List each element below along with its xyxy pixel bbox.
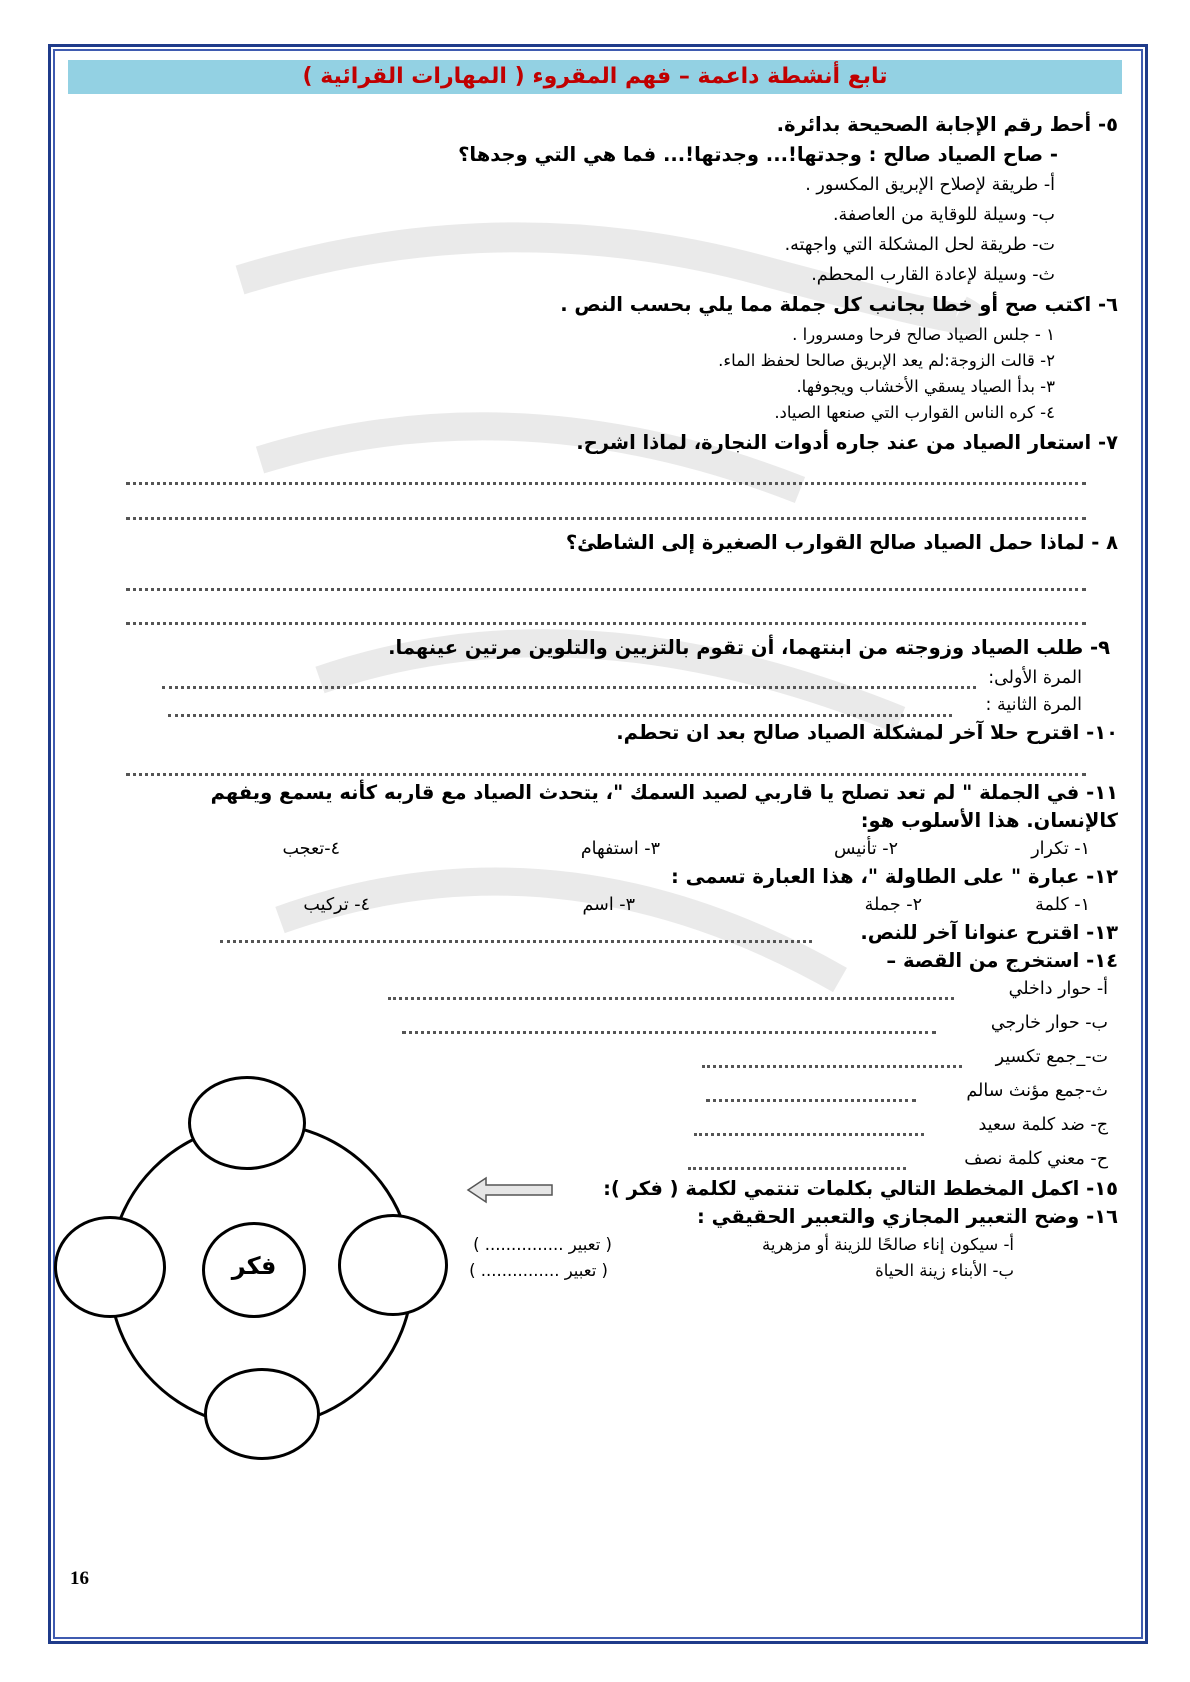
- arrow-left-icon: [466, 1176, 554, 1204]
- mindmap-node-left[interactable]: [54, 1216, 166, 1318]
- question-11-option-3[interactable]: ٣- استفهام: [580, 839, 660, 859]
- question-5-option-b[interactable]: ب- وسيلة للوقاية من العاصفة.: [832, 205, 1055, 225]
- answer-line[interactable]: [694, 1133, 924, 1136]
- answer-line[interactable]: [702, 1065, 962, 1068]
- question-12-option-3[interactable]: ٣- اسم: [582, 895, 635, 915]
- question-13-heading: ١٣- اقترح عنوانا آخر للنص.: [860, 921, 1118, 944]
- mindmap-node-bottom[interactable]: [204, 1368, 320, 1460]
- answer-line[interactable]: [126, 482, 1086, 485]
- answer-line[interactable]: [126, 517, 1086, 520]
- question-6-item-1: ١ - جلس الصياد صالح فرحا ومسرورا .: [792, 325, 1055, 344]
- question-6-heading: ٦- اكتب صح أو خطا بجانب كل جملة مما يلي بحسب النص .: [560, 293, 1118, 316]
- page-number: 16: [70, 1568, 89, 1589]
- question-16-heading: ١٦- وضح التعبير المجازي والتعبير الحقيقي :: [697, 1205, 1118, 1228]
- page-title: تابع أنشطة داعمة – فهم المقروء ( المهارات القرائية ): [68, 60, 1122, 94]
- answer-line[interactable]: [162, 686, 976, 689]
- question-5-option-c[interactable]: ت- طريقة لحل المشكلة التي واجهته.: [784, 235, 1055, 255]
- question-10-heading: ١٠- اقترح حلا آخر لمشكلة الصياد صالح بعد ان تحطم.: [616, 721, 1118, 744]
- mindmap-node-top[interactable]: [188, 1076, 306, 1170]
- question-11-option-2[interactable]: ٢- تأنيس: [834, 839, 898, 859]
- question-5-option-d[interactable]: ث- وسيلة لإعادة القارب المحطم.: [811, 265, 1055, 285]
- question-14-item-a: أ- حوار داخلي: [1008, 979, 1108, 999]
- question-12-heading: ١٢- عبارة " على الطاولة "، هذا العبارة تسمى :: [671, 865, 1118, 888]
- question-9-second-label: المرة الثانية :: [985, 695, 1082, 715]
- question-12-option-1[interactable]: ١- كلمة: [1035, 895, 1090, 915]
- question-6-item-2: ٢- قالت الزوجة:لم يعد الإبريق صالحا لحفظ الماء.: [718, 351, 1055, 370]
- question-7-heading: ٧- استعار الصياد من عند جاره أدوات النجارة، لماذا اشرح.: [576, 431, 1118, 454]
- answer-line[interactable]: [220, 940, 812, 943]
- question-14-heading: ١٤- استخرج من القصة –: [886, 949, 1118, 972]
- mindmap-center-label: فكر: [231, 1252, 277, 1280]
- answer-line[interactable]: [126, 773, 1086, 776]
- question-14-item-f: ح- معني كلمة نصف: [964, 1149, 1108, 1169]
- question-9-heading: ٩- طلب الصياد وزوجته من ابنتهما، أن تقوم بالتزيين والتلوين مرتين عينهما.: [388, 636, 1110, 659]
- question-12-option-2[interactable]: ٢- جملة: [864, 895, 922, 915]
- answer-line[interactable]: [126, 588, 1086, 591]
- question-8-heading: ٨ - لماذا حمل الصياد صالح القوارب الصغيرة إلى الشاطئ؟: [565, 531, 1118, 554]
- question-14-item-c: ت-_جمع تكسير: [995, 1047, 1108, 1067]
- question-6-item-4: ٤- كره الناس القوارب التي صنعها الصياد.: [774, 403, 1055, 422]
- question-16-item-a-blank[interactable]: ( تعبير ............... ): [473, 1235, 612, 1254]
- question-14-item-e: ج- ضد كلمة سعيد: [978, 1115, 1108, 1135]
- question-14-item-b: ب- حوار خارجي: [990, 1013, 1108, 1033]
- question-16-item-a: أ- سيكون إناء صالحًا للزينة أو مزهرية: [761, 1235, 1014, 1254]
- answer-line[interactable]: [168, 714, 952, 717]
- question-11-option-1[interactable]: ١- تكرار: [1031, 839, 1090, 859]
- question-15-heading: ١٥- اكمل المخطط التالي بكلمات تنتمي لكلمة ( فكر ):: [603, 1177, 1118, 1200]
- answer-line[interactable]: [126, 622, 1086, 625]
- question-14-item-d: ث-جمع مؤنث سالم: [966, 1081, 1108, 1101]
- question-11-option-4[interactable]: ٤-تعجب: [282, 839, 340, 859]
- question-11-line-2: كالإنسان. هذا الأسلوب هو:: [860, 809, 1118, 832]
- question-5-heading: ٥- أحط رقم الإجابة الصحيحة بدائرة.: [776, 113, 1118, 136]
- question-16-item-b: ب- الأبناء زينة الحياة: [875, 1261, 1014, 1280]
- answer-line[interactable]: [388, 997, 954, 1000]
- question-11-line-1: ١١- في الجملة " لم تعد تصلح يا قاربي لصيد السمك "، يتحدث الصياد مع قاربه كأنه يسمع ويفهم: [210, 781, 1118, 804]
- question-12-option-4[interactable]: ٤- تركيب: [303, 895, 370, 915]
- mindmap-node-right[interactable]: [338, 1214, 448, 1316]
- question-9-first-label: المرة الأولى:: [988, 668, 1082, 688]
- question-5-prompt: - صاح الصياد صالح : وجدتها!... وجدتها!... فما هي التي وجدها؟: [458, 143, 1058, 166]
- question-5-option-a[interactable]: أ- طريقة لإصلاح الإبريق المكسور .: [805, 175, 1055, 195]
- answer-line[interactable]: [706, 1099, 916, 1102]
- answer-line[interactable]: [688, 1167, 906, 1170]
- question-6-item-3: ٣- بدأ الصياد يسقي الأخشاب ويجوفها.: [796, 377, 1055, 396]
- answer-line[interactable]: [402, 1031, 936, 1034]
- question-16-item-b-blank[interactable]: ( تعبير ............... ): [469, 1261, 608, 1280]
